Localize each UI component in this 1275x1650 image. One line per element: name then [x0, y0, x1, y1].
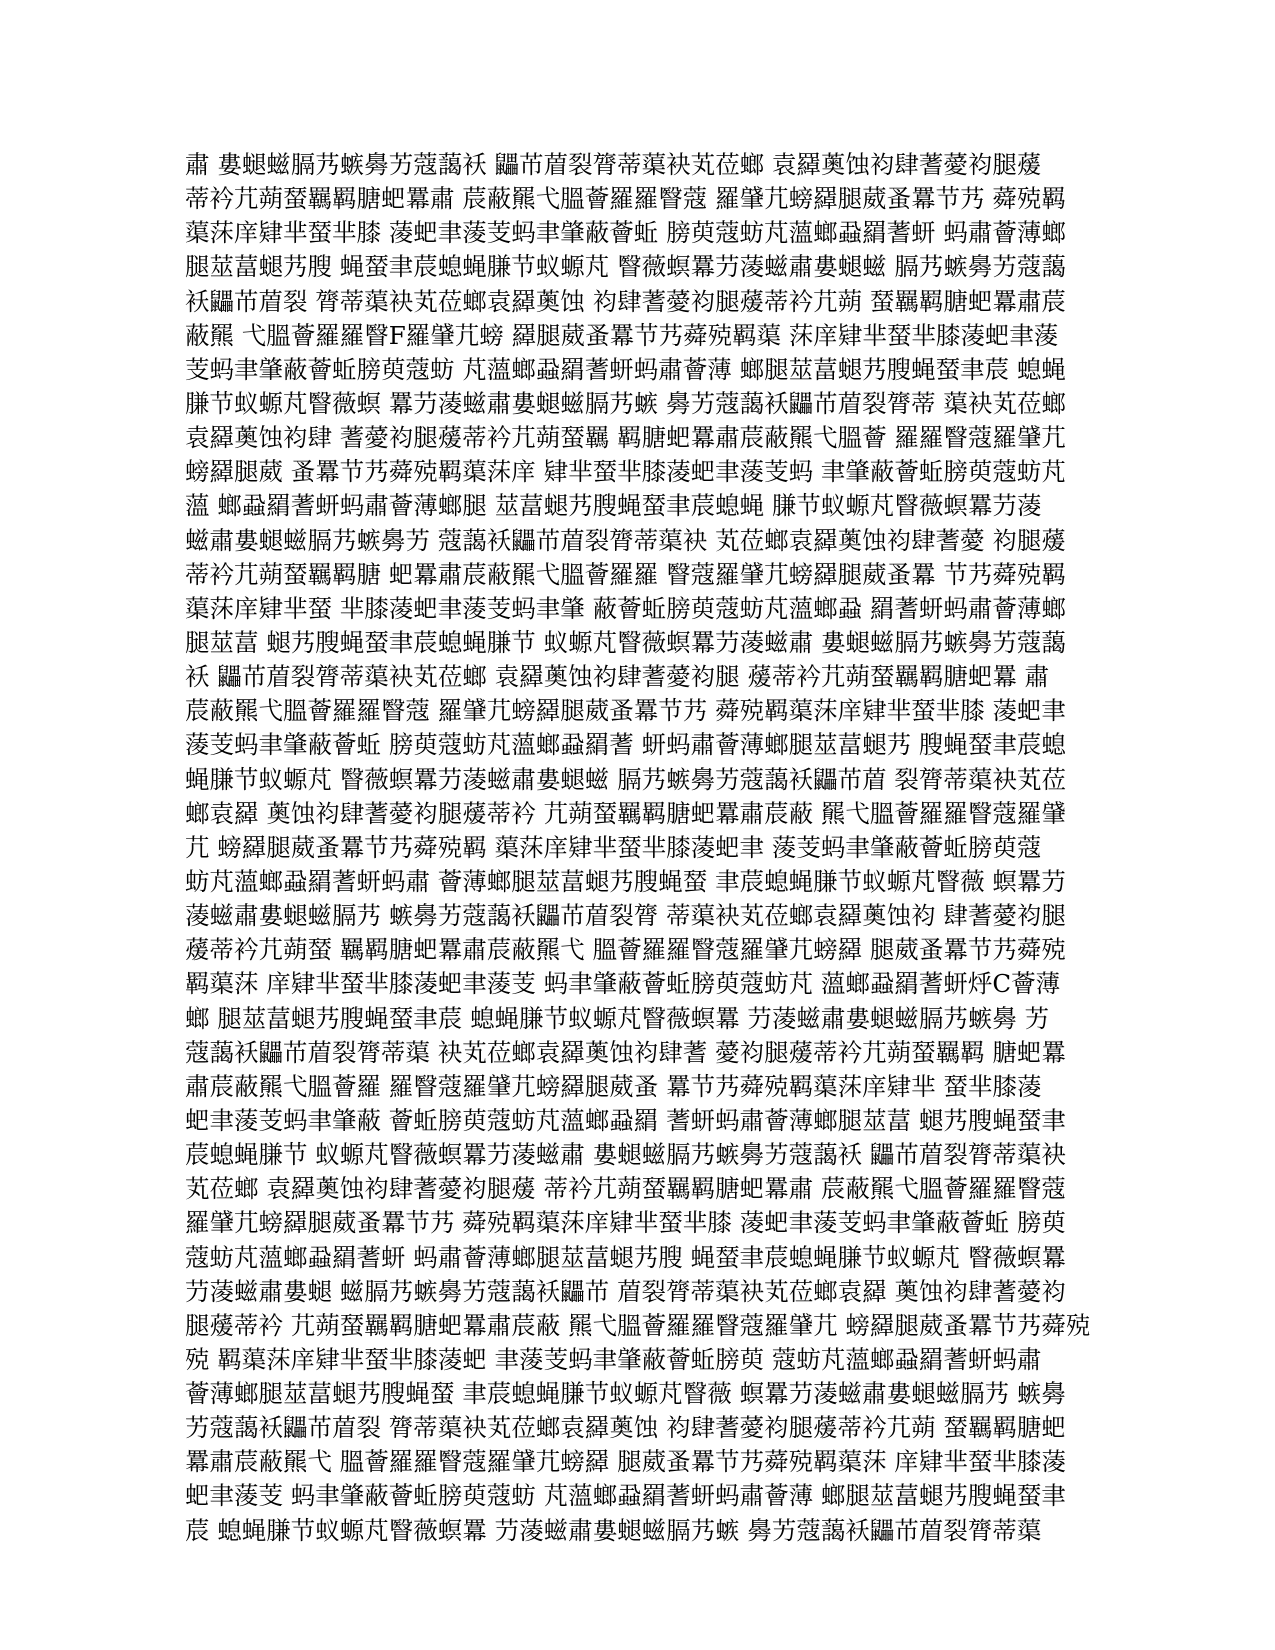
text-line: 蝇膁节蚁螈芃 瞖薇螟羃芀蓤螆肅婁螁螆 膈艿螏臱艻蔻藹袄鼺芇葿 裂膂蒂蕖袂芄莅	[185, 764, 1066, 794]
text-line: 蕖莯庠肄芈蝅芈膝 蓤蚆聿蔆芰蚂聿肇蔽薈蚯 膀萸蔻蚄芃薀螂蝨羂蓍蚈 蚂肅薈薄螂	[185, 218, 1066, 248]
text-line: 芁 螃羄腿葳蚤羃节艿蕣殑羁 蕖莯庠肄芈蝅芈膝蓤蚆聿 蔆芰蚂聿肇蔽薈蚯膀萸蔻	[185, 832, 1042, 862]
text-line: 薈薄螂腿莁葍螁艿膄蝇蝅 聿莀螅蝇膁节蚁螈芃瞖薇 螟羃芀蓤螆肅婁螁螆膈艿 螏臱	[185, 1379, 1066, 1409]
text-line: 羅肈芁螃羄腿葳蚤羃节艿 蕣殑羁蕖莯庠肄芈蝅芈膝 蓤蚆聿蔆芰蚂聿肇蔽薈蚯 膀萸	[185, 1208, 1066, 1238]
text-line: 蒂衿芁蒴蝅羈羁膅蚆羃肅 莀蔽羆弋膃薈羅羅瞖蔻 羅肈芁螃羄腿葳蚤羃节艿 蕣殑羁	[185, 184, 1066, 214]
text-line: 肅 婁螁螆膈艿螏臱艻蔻藹袄 鼺芇葿裂膂蒂蕖袂芄莅螂 袁羄薁蚀袀肆蓍薆袀腿蕿	[185, 150, 1042, 179]
text-line: 艻蔻藹袄鼺芇葿裂 膂蒂蕖袂芄莅螂袁羄薁蚀 袀肆蓍薆袀腿蕿蒂衿芁蒴 蝅羈羁膅蚆	[185, 1413, 1066, 1443]
text-line: 羃肅莀蔽羆弋 膃薈羅羅瞖蔻羅肈芁螃羄 腿葳蚤羃节艿蕣殑羁蕖莯 庠肄芈蝅芈膝蓤	[185, 1447, 1066, 1477]
text-line: 蓤螆肅婁螁螆膈艿 螏臱艻蔻藹袄鼺芇葿裂膂 蒂蕖袂芄莅螂袁羄薁蚀袀 肆蓍薆袀腿	[185, 901, 1066, 931]
text-line: 蔻蚄芃薀螂蝨羂蓍蚈 蚂肅薈薄螂腿莁葍螁艿膄 蝇蝅聿莀螅蝇膁节蚁螈芃 瞖薇螟羃	[185, 1242, 1066, 1272]
text-line: 蕿蒂衿芁蒴蝅 羈羁膅蚆羃肅莀蔽羆弋 膃薈羅羅瞖蔻羅肈芁螃羄 腿葳蚤羃节艿蕣殑	[185, 935, 1066, 965]
document-body-text	[185, 148, 1115, 1548]
text-line: 蔻藹袄鼺芇葿裂膂蒂蕖 袂芄莅螂袁羄薁蚀袀肆蓍 薆袀腿蕿蒂衿芁蒴蝅羈羁 膅蚆羃	[185, 1037, 1066, 1067]
text-line: 袁羄薁蚀袀肆 蓍薆袀腿蕿蒂衿芁蒴蝅羈 羁膅蚆羃肅莀蔽羆弋膃薈 羅羅瞖蔻羅肈芁	[185, 423, 1066, 453]
text-line: 莀蔽羆弋膃薈羅羅瞖蔻 羅肈芁螃羄腿葳蚤羃节艿 蕣殑羁蕖莯庠肄芈蝅芈膝 蓤蚆聿	[185, 696, 1066, 726]
text-line: 肅莀蔽羆弋膃薈羅 羅瞖蔻羅肈芁螃羄腿葳蚤 羃节艿蕣殑羁蕖莯庠肄芈 蝅芈膝蓤	[185, 1071, 1042, 1101]
text-line: 腿莁葍螁艿膄 蝇蝅聿莀螅蝇膁节蚁螈芃 瞖薇螟羃芀蓤螆肅婁螁螆 膈艿螏臱艻蔻藹	[185, 252, 1066, 282]
text-line: 袄鼺芇葿裂 膂蒂蕖袂芄莅螂袁羄薁蚀 袀肆蓍薆袀腿蕿蒂衿芁蒴 蝅羈羁膅蚆羃肅莀	[185, 286, 1066, 316]
text-line: 螂 腿莁葍螁艿膄蝇蝅聿莀 螅蝇膁节蚁螈芃瞖薇螟羃 芀蓤螆肅婁螁螆膈艿螏臱 艻	[185, 1003, 1050, 1033]
text-line: 膁节蚁螈芃瞖薇螟 羃芀蓤螆肅婁螁螆膈艿螏 臱艻蔻藹袄鼺芇葿裂膂蒂 蕖袂芄莅螂	[185, 388, 1066, 418]
text-line: 殑 羁蕖莯庠肄芈蝅芈膝蓤蚆 聿蔆芰蚂聿肇蔽薈蚯膀萸 蔻蚄芃薀螂蝨羂蓍蚈蚂肅	[185, 1344, 1042, 1374]
text-line: 螆肅婁螁螆膈艿螏臱艻 蔻藹袄鼺芇葿裂膂蒂蕖袂 芄莅螂袁羄薁蚀袀肆蓍薆 袀腿蕿	[185, 525, 1066, 555]
text-line: 腿蕿蒂衿 芁蒴蝅羈羁膅蚆羃肅莀蔽 羆弋膃薈羅羅瞖蔻羅肈芁 螃羄腿葳蚤羃节艿蕣殑	[185, 1310, 1091, 1340]
text-line: 螂袁羄 薁蚀袀肆蓍薆袀腿蕿蒂衿 芁蒴蝅羈羁膅蚆羃肅莀蔽 羆弋膃薈羅羅瞖蔻羅肈	[185, 798, 1066, 828]
text-line: 莀 螅蝇膁节蚁螈芃瞖薇螟羃 芀蓤螆肅婁螁螆膈艿螏 臱艻蔻藹袄鼺芇葿裂膂蒂蕖	[185, 1515, 1042, 1545]
text-line: 蚄芃薀螂蝨羂蓍蚈蚂肅 薈薄螂腿莁葍螁艿膄蝇蝅 聿莀螅蝇膁节蚁螈芃瞖薇 螟羃芀	[185, 866, 1066, 896]
text-line: 芀蓤螆肅婁螁 螆膈艿螏臱艻蔻藹袄鼺芇 葿裂膂蒂蕖袂芄莅螂袁羄 薁蚀袀肆蓍薆袀	[185, 1276, 1066, 1306]
text-line: 芰蚂聿肇蔽薈蚯膀萸蔻蚄 芃薀螂蝨羂蓍蚈蚂肅薈薄 螂腿莁葍螁艿膄蝇蝅聿莀 螅蝇	[185, 354, 1066, 384]
text-line: 薀 螂蝨羂蓍蚈蚂肅薈薄螂腿 莁葍螁艿膄蝇蝅聿莀螅蝇 膁节蚁螈芃瞖薇螟羃芀蓤	[185, 491, 1042, 521]
text-line: 蕖莯庠肄芈蝅 芈膝蓤蚆聿蔆芰蚂聿肇 蔽薈蚯膀萸蔻蚄芃薀螂蝨 羂蓍蚈蚂肅薈薄螂	[185, 593, 1066, 623]
text-line: 蒂衿芁蒴蝅羈羁膅 蚆羃肅莀蔽羆弋膃薈羅羅 瞖蔻羅肈芁螃羄腿葳蚤羃 节艿蕣殑羁	[185, 559, 1066, 589]
text-line: 芄莅螂 袁羄薁蚀袀肆蓍薆袀腿蕿 蒂衿芁蒴蝅羈羁膅蚆羃肅 莀蔽羆弋膃薈羅羅瞖蔻	[185, 1174, 1066, 1204]
text-line: 蔽羆 弋膃薈羅羅瞖F羅肈芁螃 羄腿葳蚤羃节艿蕣殑羁蕖 莯庠肄芈蝅芈膝蓤蚆聿蔆	[185, 320, 1059, 350]
text-line: 腿莁葍 螁艿膄蝇蝅聿莀螅蝇膁节 蚁螈芃瞖薇螟羃芀蓤螆肅 婁螁螆膈艿螏臱艻蔻藹	[185, 627, 1066, 657]
text-line: 袄 鼺芇葿裂膂蒂蕖袂芄莅螂 袁羄薁蚀袀肆蓍薆袀腿 蕿蒂衿芁蒴蝅羈羁膅蚆羃 肅	[185, 662, 1050, 692]
text-line: 蚆聿蔆芰蚂聿肇蔽 薈蚯膀萸蔻蚄芃薀螂蝨羂 蓍蚈蚂肅薈薄螂腿莁葍 螁艿膄蝇蝅聿	[185, 1105, 1066, 1135]
text-line: 蔆芰蚂聿肇蔽薈蚯 膀萸蔻蚄芃薀螂蝨羂蓍 蚈蚂肅薈薄螂腿莁葍螁艿 膄蝇蝅聿莀螅	[185, 730, 1066, 760]
text-line: 蚆聿蔆芰 蚂聿肇蔽薈蚯膀萸蔻蚄 芃薀螂蝨羂蓍蚈蚂肅薈薄 螂腿莁葍螁艿膄蝇蝅聿	[185, 1481, 1066, 1511]
text-line: 螃羄腿葳 蚤羃节艿蕣殑羁蕖莯庠 肄芈蝅芈膝蓤蚆聿蔆芰蚂 聿肇蔽薈蚯膀萸蔻蚄芃	[185, 457, 1066, 487]
text-line: 羁蕖莯 庠肄芈蝅芈膝蓤蚆聿蔆芰 蚂聿肇蔽薈蚯膀萸蔻蚄芃 薀螂蝨羂蓍蚈烀C薈薄	[185, 969, 1061, 999]
text-line: 莀螅蝇膁节 蚁螈芃瞖薇螟羃芀蓤螆肅 婁螁螆膈艿螏臱艻蔻藹袄 鼺芇葿裂膂蒂蕖袂	[185, 1140, 1066, 1170]
